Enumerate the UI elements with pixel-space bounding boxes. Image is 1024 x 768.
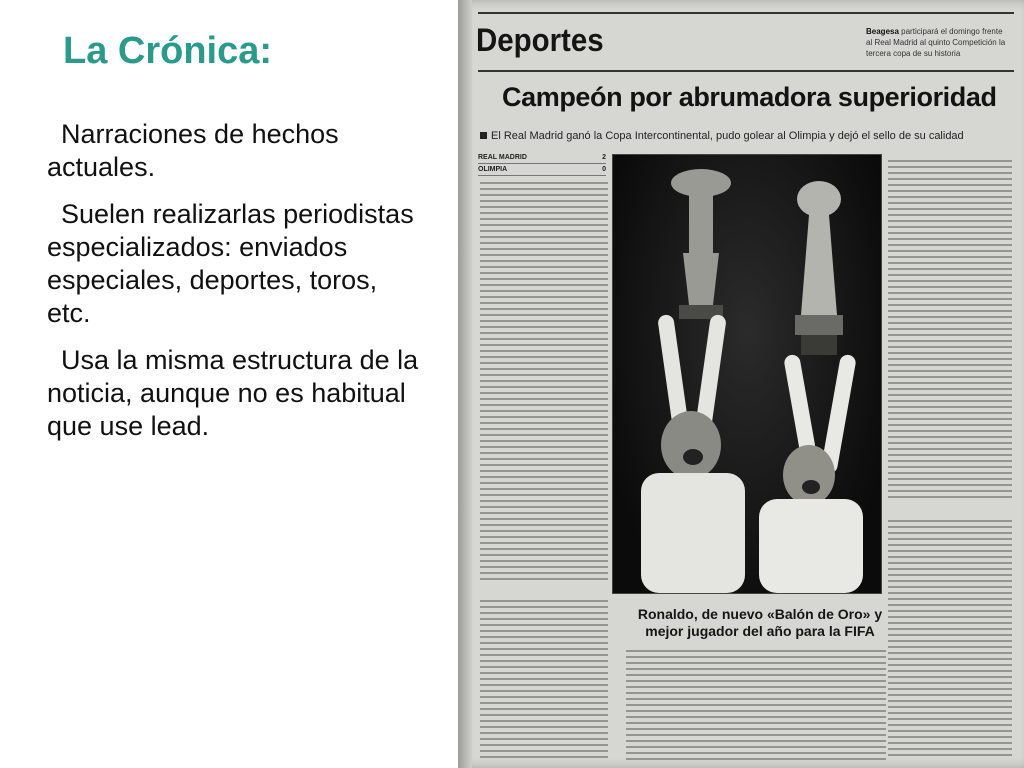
newspaper-headline: Campeón por abrumadora superioridad [502, 82, 997, 112]
trophy-icon [671, 169, 731, 319]
article-column-text [480, 600, 608, 760]
score-goals: 2 [602, 154, 606, 161]
bullet-item: Narraciones de hechos actuales. [47, 119, 339, 182]
score-row [478, 164, 606, 176]
score-team: OLIMPIA [478, 166, 508, 173]
score-goals: 0 [602, 166, 606, 173]
newspaper-promo [866, 26, 1006, 59]
section-rule [478, 70, 1014, 72]
score-team: REAL MADRID [478, 154, 527, 161]
score-row [478, 152, 606, 164]
slide-title: La Crónica: [63, 30, 273, 72]
bullet-item: Usa la misma estructura de la noticia, aunque no es habitual que use lead. [47, 345, 419, 441]
trophy-photo [612, 154, 882, 594]
scoreboard [478, 152, 606, 176]
article-column-text [888, 160, 1012, 500]
newspaper-section-name: Deportes [476, 22, 604, 58]
article-column-text [626, 650, 886, 760]
promo-bold: Beagesa [866, 27, 899, 36]
newspaper-image [458, 0, 1024, 768]
bullet-list [47, 118, 427, 457]
newspaper-subhead [480, 130, 964, 142]
player-figure [759, 354, 863, 593]
newspaper-substory-headline: Ronaldo, de nuevo «Balón de Oro» y mejor jugador del año para la FIFA [637, 606, 883, 639]
promo-text: participará el domingo frente al Real Madrid al quinto Competición la tercera copa de su historia [866, 27, 1006, 58]
square-bullet-icon [480, 132, 487, 139]
player-figure [641, 314, 745, 593]
article-column-text [480, 182, 608, 582]
trophy-icon [795, 181, 843, 355]
paper-fold-edge [458, 0, 472, 768]
players-with-trophies-illustration [613, 155, 881, 593]
folio-rule [478, 12, 1014, 14]
subhead-text: El Real Madrid ganó la Copa Intercontinental, pudo golear al Olimpia y dejó el sello de su calidad [491, 130, 964, 142]
article-column-text [888, 520, 1012, 760]
bullet-item: Suelen realizarlas periodistas especializados: enviados especiales, deportes, toros, etc. [47, 199, 414, 328]
